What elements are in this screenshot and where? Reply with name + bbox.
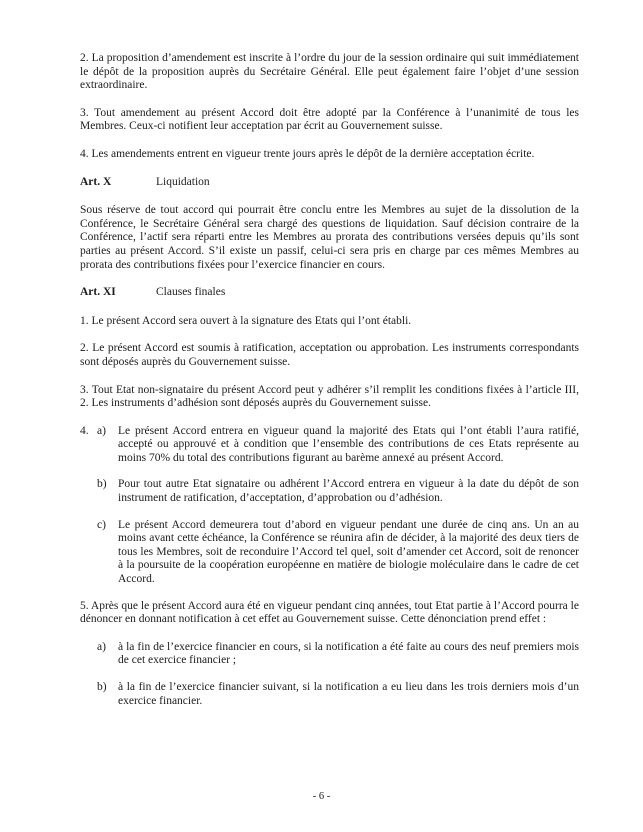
article-xi-paragraph-4-item-a — [80, 425, 579, 466]
list-item-text: à la fin de l’exercice financier suivant, si la notification a eu lieu dans les trois derniers mois d’un exercice financier. — [118, 681, 579, 707]
article-x-body: Sous réserve de tout accord qui pourrait être conclu entre les Membres au sujet de la dissolution de la Conférence, le Secrétaire Général sera chargé des questions de liquidation. Sauf décision contraire de la Conférence, l’actif sera réparti entre les Membres au prorata des contributions versées depuis qu’ils sont parties au présent Accord. S’il existe un passif, celui-ci sera pris en charge par ces mêmes Membres au prorata des contributions fixées pour l’exercice financier en cours. — [80, 204, 579, 271]
article-xi-paragraph-5-item-b — [80, 681, 579, 708]
article-xi-paragraph-5-item-a — [80, 641, 579, 668]
list-marker: c) — [97, 518, 106, 531]
page-number: - 6 - — [312, 791, 331, 802]
article-x-title: Liquidation — [156, 175, 210, 188]
article-xi-title: Clauses finales — [156, 286, 226, 299]
list-item-text: Le présent Accord demeurera tout d’abord en vigueur pendant une durée de cinq ans. Un an au moins avant cette échéance, la Conférence se réunira afin de décider, à la majorité des deux tiers de tous les Membres, soit de reconduire l’Accord tel quel, soit d’amender cet Accord, soit de renoncer à la poursuite de la coopération européenne en matière de biologie moléculaire dans le cadre de cet Accord. — [118, 518, 579, 586]
list-item-text: Le présent Accord entrera en vigueur quand la majorité des Etats qui l’ont établi l’aura ratifié, accepté ou approuvé et à condition que l’ensemble des contributions de ces Etats représente au moins 70% du total des contributions figurant au barème annexé au présent Accord. — [118, 424, 579, 464]
article-xi-heading — [80, 286, 579, 300]
article-xi-paragraph-3: 3. Tout Etat non-signataire du présent Accord peut y adhérer s’il remplit les conditions fixées à l’article III, 2. Les instruments d’adhésion sont déposés auprès du Gouvernement suisse. — [80, 383, 579, 410]
article-x-label: Art. X — [80, 175, 112, 188]
paragraph-amendment-entry: 4. Les amendements entrent en vigueur trente jours après le dépôt de la dernière acceptation écrite. — [80, 147, 535, 160]
list-marker: b) — [97, 681, 107, 693]
paragraph-amendment-adoption: 3. Tout amendement au présent Accord doit être adopté par la Conférence à l’unanimité de tous les Membres. Ceux-ci notifient leur acceptation par écrit au Gouvernement suisse. — [80, 106, 579, 133]
list-marker: b) — [97, 478, 107, 491]
page-content — [80, 52, 579, 721]
list-marker: a) — [97, 424, 106, 437]
list-number: 4. — [80, 424, 89, 437]
article-x-heading — [80, 176, 579, 190]
list-item-text: à la fin de l’exercice financier en cours, si la notification a été faite au cours des neuf premiers mois de cet exercice financier ; — [118, 640, 579, 667]
article-xi-paragraph-4-item-b — [80, 478, 579, 505]
paragraph-amendment-proposal: 2. La proposition d’amendement est inscrite à l’ordre du jour de la session ordinaire qui suit immédiatement le dépôt de la proposition auprès du Secrétaire Général. Elle peut également faire l’objet d’une session extraordinaire. — [80, 52, 579, 92]
list-item-text: Pour tout autre Etat signataire ou adhérent l’Accord entrera en vigueur à la date du dépôt de son instrument de ratification, d’acceptation, d’approbation ou d’adhésion. — [118, 478, 579, 505]
article-xi-paragraph-4-item-c — [80, 519, 579, 587]
list-marker: a) — [97, 640, 106, 653]
article-xi-paragraph-1: 1. Le présent Accord sera ouvert à la signature des Etats qui l’ont établi. — [80, 314, 412, 327]
article-xi-paragraph-2: 2. Le présent Accord est soumis à ratification, acceptation ou approbation. Les instruments correspondants sont déposés auprès du Gouvernement suisse. — [80, 342, 579, 368]
article-xi-label: Art. XI — [80, 286, 116, 299]
article-xi-paragraph-5: 5. Après que le présent Accord aura été en vigueur pendant cinq années, tout Etat partie à l’Accord pourra le dénoncer en donnant notification à cet effet au Gouvernement suisse. Cette dénonciation prend effet : — [80, 599, 579, 626]
